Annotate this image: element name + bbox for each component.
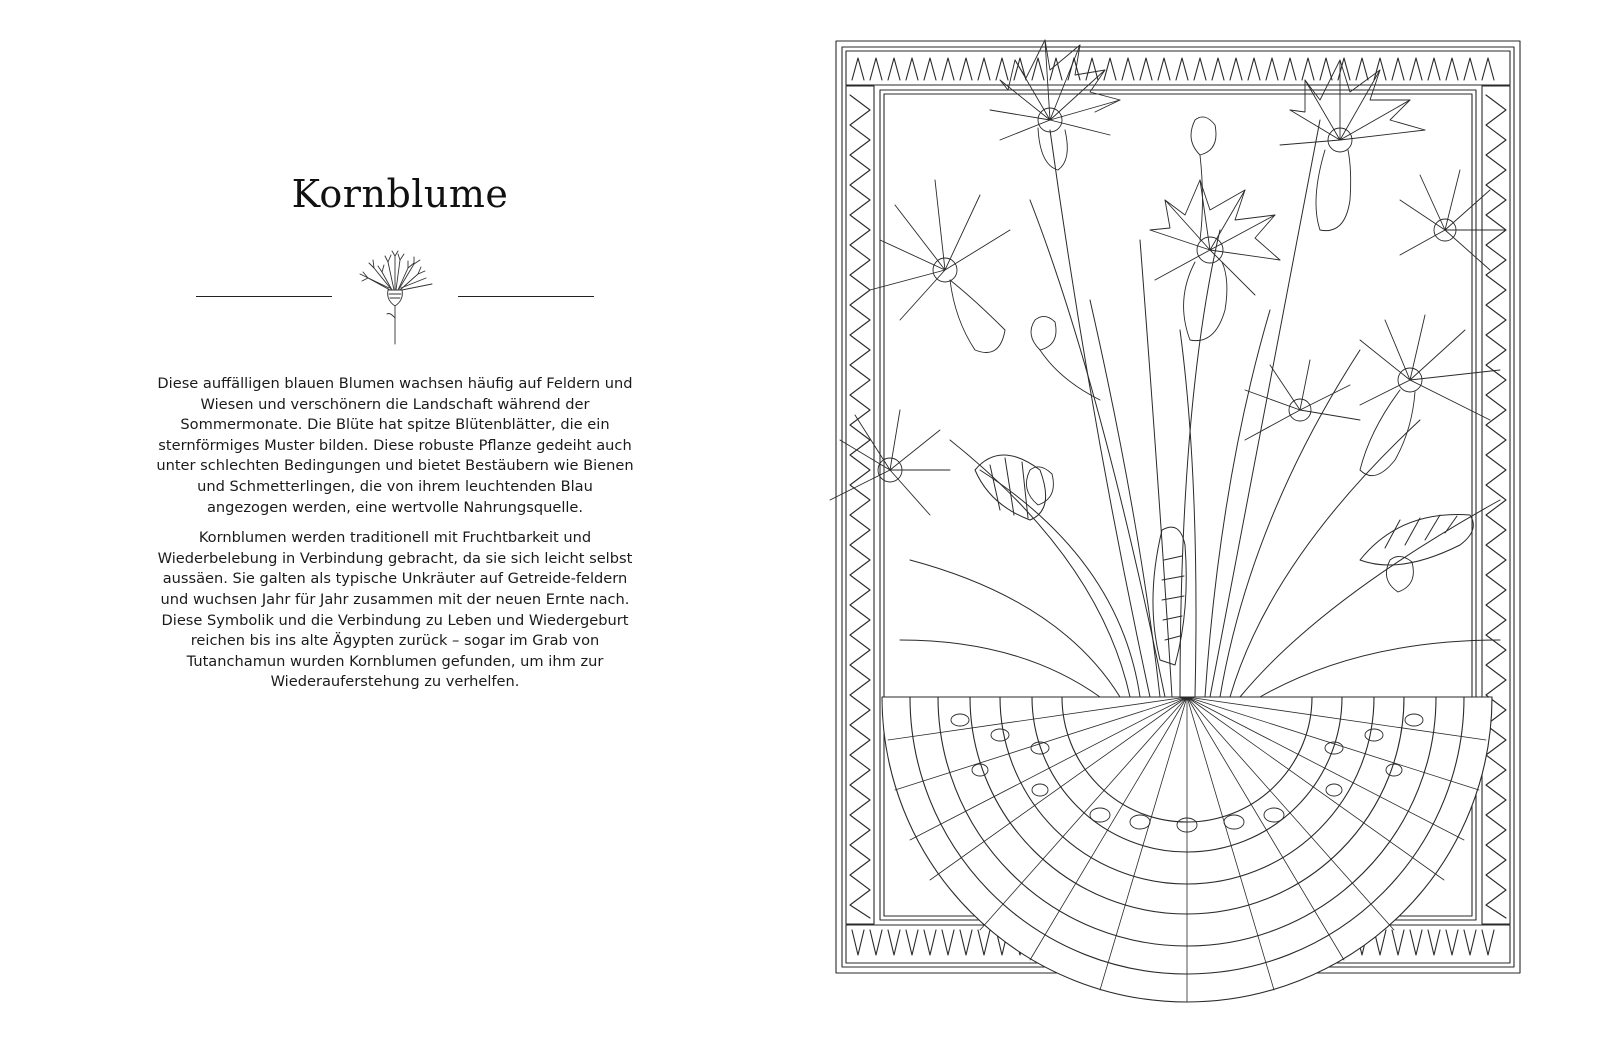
paragraph-1: Diese auffälligen blauen Blumen wachsen häufig auf Feldern und Wiesen und verschönern die Landschaft während der Sommermonate. Die Blüte hat spitze Blütenblätter, die ein sternförmiges Muster bilden. Diese robuste Pflanze gedeiht auch unter schlechten Bedingungen und bietet Bestäubern wie Bienen und Schmetterlingen, die von ihrem leuchtenden Blau angezogen werden, eine wertvolle Nahrungsquelle.	[156, 375, 634, 516]
cornflower-icon	[354, 248, 436, 348]
cornflower-coloring-illustration	[800, 0, 1600, 1042]
paragraph-2: Kornblumen werden traditionell mit Fruchtbarkeit und Wiederbelebung in Verbindung gebracht, da sie sich leicht selbst aussäen. Sie galten als typische Unkräuter auf Getreide-feldern und wuchsen Jahr für Jahr zusammen mit der neuen Ernte nach. Diese Symbolik und die Verbindung zu Leben und Wiedergeburt reichen bis ins alte Ägypten zurück – sogar im Grab von Tutanchamun wurden Kornblumen gefunden, um ihm zur Wiederauferstehung zu verhelfen.	[157, 529, 633, 691]
divider-line-left	[196, 296, 332, 297]
title-divider	[196, 248, 594, 348]
page-title: Kornblume	[291, 172, 509, 216]
divider-line-right	[458, 296, 594, 297]
right-page	[800, 0, 1600, 1042]
description-text	[155, 374, 635, 703]
